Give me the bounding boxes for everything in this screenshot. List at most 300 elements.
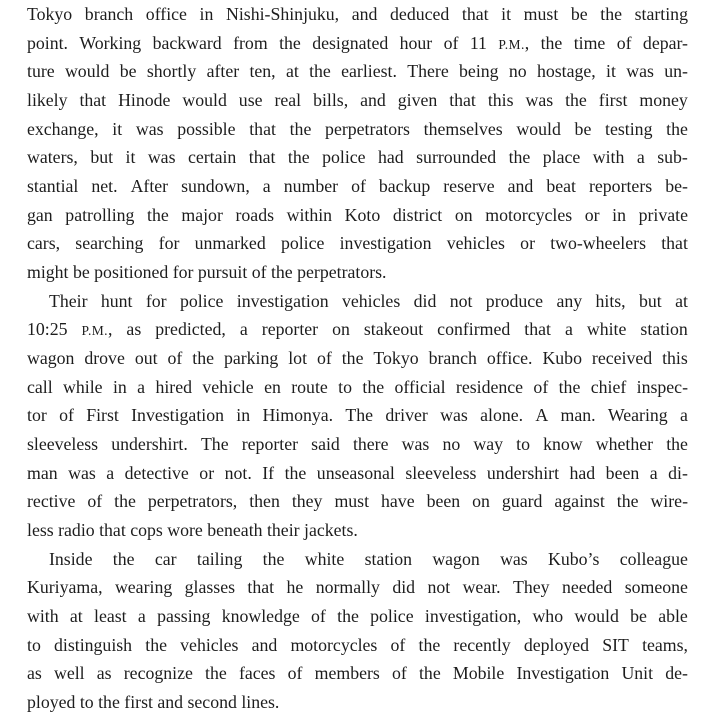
word: of (351, 176, 366, 197)
word: able (658, 606, 688, 627)
word: he (286, 577, 304, 598)
word: major (181, 204, 223, 225)
word: it (125, 147, 136, 168)
word: a (649, 462, 658, 483)
word: to (516, 434, 530, 455)
word: net. (91, 176, 118, 197)
word: ture (27, 61, 55, 82)
word: or (520, 233, 535, 254)
word: would (64, 61, 110, 82)
word: members (314, 663, 380, 684)
word: the (362, 376, 385, 397)
word: undershirt (486, 462, 560, 483)
word: that (661, 233, 688, 254)
word: earliest. (341, 61, 397, 82)
word: wire- (650, 491, 688, 512)
word: Working (79, 32, 142, 53)
paragraph (27, 545, 688, 717)
word: well (53, 663, 85, 684)
word: been (605, 462, 640, 483)
word: at (285, 61, 299, 82)
word: tor (27, 405, 47, 426)
word: reporters (588, 176, 653, 197)
word: would (516, 118, 561, 139)
word: while (63, 376, 103, 397)
word: chief (590, 376, 627, 397)
word: of (87, 491, 103, 512)
word: the (145, 634, 167, 655)
word: or (199, 462, 215, 483)
word: a (239, 319, 248, 340)
word: on (472, 491, 490, 512)
word: glasses (184, 577, 236, 598)
word: be (119, 61, 137, 82)
word: white (304, 548, 345, 569)
word: with (592, 147, 625, 168)
word: in (112, 376, 127, 397)
word: for (158, 233, 180, 254)
text-line (27, 172, 688, 201)
word: police (179, 290, 224, 311)
word: police (322, 147, 366, 168)
word: the (284, 462, 307, 483)
word: that (449, 90, 476, 111)
word: Nishi-Shinjuku, (226, 4, 340, 24)
word: was (626, 61, 654, 82)
word: sub- (657, 147, 688, 168)
word: perpetrators (325, 118, 410, 139)
text-line (27, 287, 688, 316)
word: real (274, 90, 302, 111)
word: that (461, 4, 489, 24)
word: investigation (339, 233, 432, 254)
word: as (96, 663, 112, 684)
word: deployed (523, 634, 590, 655)
word: Kuriyama, (27, 577, 103, 598)
word: after (206, 61, 240, 82)
word: confirmed (437, 319, 511, 340)
text-line (27, 602, 688, 631)
text-line (27, 315, 688, 344)
word: of (59, 405, 74, 426)
word: and (251, 634, 278, 655)
word: Koto (344, 204, 381, 225)
word: in (612, 204, 627, 225)
word: the (616, 491, 639, 512)
text-line (27, 201, 688, 230)
word: Kubo’s (548, 548, 600, 569)
word: certain (187, 147, 237, 168)
word: office (145, 4, 187, 24)
word: produce (485, 290, 544, 311)
word: normally (315, 577, 380, 598)
word: of (287, 663, 303, 684)
word: district (392, 204, 443, 225)
word: hostage, (536, 61, 596, 82)
word: be (630, 606, 647, 627)
word: hits, (595, 290, 626, 311)
word: hour (399, 32, 433, 53)
word: 11 (469, 32, 487, 53)
word: was (525, 90, 554, 111)
word: that (248, 147, 276, 168)
word: this (487, 90, 514, 111)
word: be (570, 4, 588, 24)
text-line (27, 29, 688, 58)
word: a (564, 319, 573, 340)
word: out (134, 348, 158, 369)
word: that (524, 319, 551, 340)
word: roads (235, 204, 274, 225)
word: in (236, 405, 251, 426)
word: wear. (462, 577, 501, 598)
word: undershirt. (111, 434, 188, 455)
word: The (345, 405, 374, 426)
word: to (27, 634, 41, 655)
word: motorcycles (290, 634, 378, 655)
word: hired (155, 376, 192, 397)
word: call (27, 376, 53, 397)
word: was (401, 434, 430, 455)
word: perpetrators, (147, 491, 238, 512)
word: Mobile (452, 663, 505, 684)
text-line (27, 0, 688, 29)
word: motorcycles (485, 204, 573, 225)
word: it (112, 118, 123, 139)
word: of (443, 32, 459, 53)
word: deduced (390, 4, 450, 24)
word: who (532, 606, 564, 627)
word: knowledge (221, 606, 300, 627)
word: sleeveless (405, 462, 477, 483)
text-line (27, 487, 688, 516)
word: Tokyo (373, 348, 419, 369)
word: must (334, 491, 370, 512)
word: stakeout (363, 319, 424, 340)
word: the (565, 90, 587, 111)
word: Inside (49, 548, 93, 569)
word: money (639, 90, 688, 111)
word: needed (561, 577, 613, 598)
word: this (662, 348, 688, 369)
word: the (540, 32, 563, 53)
word: de- (665, 663, 688, 684)
word: there (352, 434, 389, 455)
word: did (392, 577, 416, 598)
word: first (598, 90, 628, 111)
text-line (27, 143, 688, 172)
word: no (442, 434, 461, 455)
word: a (636, 147, 645, 168)
word: of (616, 32, 632, 53)
word: passing (157, 606, 211, 627)
word: of (316, 348, 332, 369)
word: any (556, 290, 583, 311)
word: the (262, 548, 285, 569)
word: whether (595, 434, 654, 455)
word: vehicles (180, 634, 239, 655)
word: the (287, 147, 310, 168)
word: bills, (313, 90, 349, 111)
word: Investigation (516, 663, 610, 684)
text-line (27, 344, 688, 373)
word: cars, (27, 233, 61, 254)
word: After (130, 176, 169, 197)
paragraph (27, 0, 688, 287)
word: testing (605, 118, 653, 139)
word: tailing (196, 548, 243, 569)
word: patrolling (65, 204, 135, 225)
word: shortly (146, 61, 197, 82)
word: distinguish (54, 634, 133, 655)
text-line: ployed to the first and second lines. (27, 692, 280, 713)
word: Their (49, 290, 88, 311)
word: but (638, 290, 662, 311)
word: Kubo (542, 348, 582, 369)
word: wagon (27, 348, 75, 369)
word: possible (177, 118, 236, 139)
word: said (311, 434, 340, 455)
word: know (543, 434, 583, 455)
word: car (154, 548, 177, 569)
word: a (137, 376, 146, 397)
word: searching (75, 233, 144, 254)
word: The (200, 434, 229, 455)
word: rective (27, 491, 76, 512)
word: beat (546, 176, 576, 197)
word: man (27, 462, 58, 483)
word: guard (501, 491, 543, 512)
word: wearing (114, 577, 173, 598)
word: of (392, 663, 407, 684)
word: the (666, 118, 688, 139)
word: station (640, 319, 688, 340)
word: place (542, 147, 581, 168)
word: on (454, 204, 473, 225)
text-line: might be positioned for pursuit of the perpetrators. (27, 262, 387, 283)
word: private (638, 204, 688, 225)
word: was (68, 462, 96, 483)
word: unmarked (194, 233, 266, 254)
word: at (69, 606, 83, 627)
word: the (337, 606, 359, 627)
word: route (291, 376, 328, 397)
small-caps-pm: P.M. (498, 36, 525, 52)
word: and (351, 4, 378, 24)
word: 10:25 (27, 319, 68, 340)
word: themselves (423, 118, 503, 139)
word: Investigation (131, 405, 224, 426)
word: P.M., (81, 319, 113, 340)
word: sleeveless (27, 434, 99, 455)
word: have (381, 491, 415, 512)
word: as (126, 319, 142, 340)
word: white (586, 319, 627, 340)
word: to (338, 376, 353, 397)
word: they (291, 491, 323, 512)
word: was (135, 118, 164, 139)
word: two-wheelers (550, 233, 646, 254)
word: reporter (261, 319, 319, 340)
word: vehicle (202, 376, 254, 397)
word: someone (624, 577, 688, 598)
word: was (440, 405, 468, 426)
word: the (114, 491, 136, 512)
word: the (205, 663, 227, 684)
word: but (90, 147, 114, 168)
word: Unit (621, 663, 654, 684)
word: alone. (480, 405, 524, 426)
text-line: less radio that cops wore beneath their jackets. (27, 520, 358, 541)
text-line (27, 373, 688, 402)
word: been (426, 491, 461, 512)
word: had (569, 462, 596, 483)
word: investigation (236, 290, 329, 311)
word: was (147, 147, 176, 168)
word: of (167, 348, 183, 369)
word: the (418, 663, 441, 684)
word: least (94, 606, 127, 627)
word: did (413, 290, 437, 311)
word: backward (152, 32, 222, 53)
word: of (311, 606, 326, 627)
word: the (192, 348, 214, 369)
word: the (558, 376, 581, 397)
word: They (513, 577, 550, 598)
word: the (309, 61, 331, 82)
word: the (600, 4, 623, 24)
text-line (27, 659, 688, 688)
word: against (554, 491, 605, 512)
paragraph (27, 287, 688, 545)
word: likely (27, 90, 68, 111)
text-line (27, 401, 688, 430)
word: of (390, 634, 406, 655)
text-line (27, 86, 688, 115)
word: and (507, 176, 534, 197)
word: If (262, 462, 275, 483)
word: reserve (443, 176, 495, 197)
word: a (680, 405, 688, 426)
word: recognize (123, 663, 193, 684)
word: number (283, 176, 339, 197)
word: depar- (642, 32, 688, 53)
word: designated (312, 32, 389, 53)
word: it (501, 4, 512, 24)
word: that (79, 90, 107, 111)
word: be (574, 118, 592, 139)
word: use (238, 90, 263, 111)
word: wagon (432, 548, 480, 569)
word: time (573, 32, 606, 53)
word: not (427, 577, 451, 598)
word: Himonya. (262, 405, 334, 426)
word: not. (224, 462, 252, 483)
word: inspec- (636, 376, 688, 397)
word: residence (455, 376, 524, 397)
text-line (27, 229, 688, 258)
word: given (397, 90, 438, 111)
word: was (500, 548, 528, 569)
word: must (523, 4, 559, 24)
word: station (364, 548, 412, 569)
word: point. (27, 32, 68, 53)
text-line (27, 573, 688, 602)
word: There (407, 61, 449, 82)
word: sundown, (181, 176, 250, 197)
word: P.M., (498, 32, 530, 53)
word: police (280, 233, 325, 254)
word: the (112, 548, 135, 569)
word: di- (668, 462, 688, 483)
word: police (370, 606, 414, 627)
word: had (378, 147, 404, 168)
word: lot (288, 348, 308, 369)
text-line (27, 631, 688, 660)
word: official (394, 376, 446, 397)
word: the (341, 348, 364, 369)
word: un- (664, 61, 688, 82)
word: predicted, (155, 319, 226, 340)
word: a (262, 176, 271, 197)
word: and (360, 90, 386, 111)
word: as (27, 663, 42, 684)
word: the (147, 204, 169, 225)
word: investigation, (424, 606, 522, 627)
word: within (286, 204, 333, 225)
word: en (264, 376, 281, 397)
word: reporter (241, 434, 299, 455)
word: in (199, 4, 214, 24)
word: would (574, 606, 619, 627)
word: A (535, 405, 549, 426)
word: First (86, 405, 119, 426)
word: backup (378, 176, 431, 197)
word: the (508, 147, 531, 168)
word: on (332, 319, 350, 340)
word: for (145, 290, 167, 311)
word: no (508, 61, 527, 82)
word: surrounded (416, 147, 497, 168)
word: at (675, 290, 688, 311)
word: would (182, 90, 227, 111)
word: office. (486, 348, 533, 369)
word: be- (665, 176, 688, 197)
word: vehicles (341, 290, 401, 311)
word: Wearing (607, 405, 668, 426)
word: the (418, 634, 441, 655)
text-line (27, 430, 688, 459)
word: then (249, 491, 280, 512)
word: or (584, 204, 600, 225)
word: hunt (100, 290, 133, 311)
word: the (289, 118, 312, 139)
word: vehicles (446, 233, 505, 254)
word: way (473, 434, 503, 455)
word: exchange, (27, 118, 99, 139)
word: recently (453, 634, 511, 655)
word: parking (223, 348, 279, 369)
word: SIT (602, 634, 629, 655)
word: driver (385, 405, 428, 426)
word: that (249, 118, 276, 139)
word: gan (27, 204, 53, 225)
word: Hinode (118, 90, 171, 111)
word: with (27, 606, 59, 627)
word: stantial (27, 176, 79, 197)
word: from (233, 32, 268, 53)
word: waters, (27, 147, 78, 168)
